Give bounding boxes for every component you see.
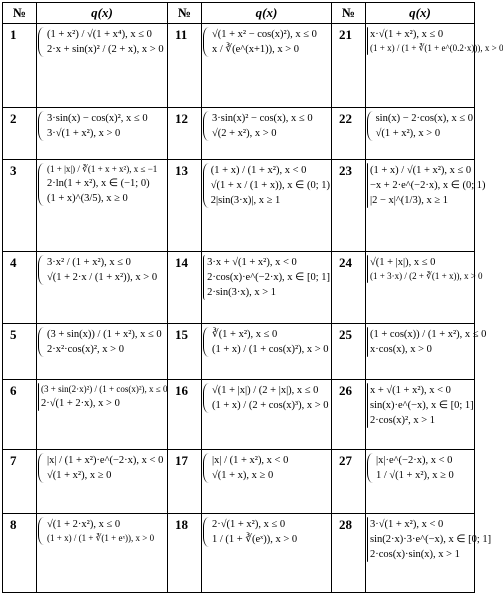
function-cell xyxy=(37,450,168,514)
left-brace xyxy=(38,163,45,206)
left-brace xyxy=(38,453,45,483)
formula-lines xyxy=(47,111,148,141)
formula-line: √(2 + x²), x > 0 xyxy=(212,128,277,139)
formula-line: (1 + x) / (1 + cos(x)²), x > 0 xyxy=(212,344,329,355)
piecewise-system xyxy=(38,255,166,285)
variant-number: 23 xyxy=(332,160,366,252)
variant-number: 27 xyxy=(332,450,366,514)
variants-table xyxy=(2,2,503,593)
left-brace xyxy=(367,453,374,483)
left-brace xyxy=(203,327,210,357)
piecewise-system xyxy=(203,255,330,300)
piecewise-system xyxy=(367,255,483,283)
formula-lines xyxy=(370,27,503,55)
formula-line: (1 + x) / (1 + x²), x < 0 xyxy=(210,165,307,176)
formula-line: (1 + x) / (2 + cos(x)³), x > 0 xyxy=(212,400,329,411)
formula-line: (1 + x) / (1 + ∛(1 + eˣ)), x > 0 xyxy=(47,533,155,543)
function-cell xyxy=(366,380,475,450)
piecewise-system xyxy=(203,111,330,141)
formula-lines xyxy=(47,517,154,545)
left-brace xyxy=(203,255,205,300)
formula-lines xyxy=(370,383,474,428)
formula-line: √(1 + x), x ≥ 0 xyxy=(212,470,274,481)
formula-line: √(1 + x²), x ≥ 0 xyxy=(47,470,112,481)
table-row xyxy=(3,450,475,514)
formula-line: 3·sin(x) − cos(x)², x ≤ 0 xyxy=(47,113,148,124)
formula-lines xyxy=(47,327,162,357)
piecewise-system xyxy=(203,327,330,357)
formula-line: x·cos(x), x > 0 xyxy=(370,344,432,355)
formula-line: √(1 + x² − cos(x)²), x ≤ 0 xyxy=(212,29,317,40)
formula-line: |x|·e^(−2·x), x < 0 xyxy=(376,455,453,466)
function-cell xyxy=(366,24,503,108)
function-cell xyxy=(37,108,168,160)
piecewise-system xyxy=(203,453,330,483)
formula-lines xyxy=(212,327,329,357)
variant-number: 13 xyxy=(168,160,202,252)
formula-line: 2·cos(x)·e^(−2·x), x ∈ [0; 1] xyxy=(207,272,330,283)
variant-number: 6 xyxy=(3,380,37,450)
formula-lines xyxy=(47,163,157,206)
variant-number: 16 xyxy=(168,380,202,450)
left-brace xyxy=(38,383,39,411)
function-cell xyxy=(366,160,486,252)
function-cell xyxy=(366,450,475,514)
function-cell xyxy=(202,108,332,160)
formula-line: 1 / √(1 + x²), x ≥ 0 xyxy=(376,470,454,481)
formula-lines xyxy=(212,27,317,57)
variant-number: 17 xyxy=(168,450,202,514)
variant-number: 21 xyxy=(332,24,366,108)
piecewise-system xyxy=(367,327,487,357)
left-brace xyxy=(38,327,45,357)
left-brace xyxy=(38,27,45,57)
piecewise-system xyxy=(203,163,330,208)
piecewise-system xyxy=(38,327,166,357)
formula-lines xyxy=(212,111,313,141)
variant-number: 26 xyxy=(332,380,366,450)
function-cell xyxy=(366,252,483,324)
header-number: № xyxy=(168,3,202,24)
formula-lines xyxy=(47,255,157,285)
piecewise-system xyxy=(367,517,492,562)
left-brace xyxy=(203,383,210,413)
formula-line: 2·cos(x)·sin(x), x > 1 xyxy=(370,549,460,560)
formula-line: sin(2·x)·3·e^(−x), x ∈ [0; 1] xyxy=(370,534,492,545)
formula-line: |2 − x|^(1/3), x ≥ 1 xyxy=(370,195,448,206)
function-cell xyxy=(202,450,332,514)
formula-lines xyxy=(370,163,486,208)
left-brace xyxy=(367,255,368,283)
formula-line: x + √(1 + x²), x < 0 xyxy=(370,385,451,396)
formula-lines xyxy=(41,383,167,411)
left-brace xyxy=(38,517,45,545)
formula-line: √(1 + x²), x > 0 xyxy=(375,128,441,139)
piecewise-system xyxy=(38,453,166,483)
formula-lines xyxy=(47,27,164,57)
piecewise-system xyxy=(367,383,473,428)
function-cell xyxy=(366,514,492,593)
formula-line: 3·x² / (1 + x²), x ≤ 0 xyxy=(47,257,131,268)
formula-line: 3·√(1 + x²), x > 0 xyxy=(47,128,121,139)
variants-sheet xyxy=(2,2,503,591)
variant-number: 15 xyxy=(168,324,202,380)
left-brace xyxy=(367,111,374,141)
formula-line: √(1 + |x|), x ≤ 0 xyxy=(370,257,436,268)
left-brace xyxy=(203,517,210,547)
header-number: № xyxy=(332,3,366,24)
formula-line: 2·ln(1 + x²), x ∈ (−1; 0) xyxy=(47,178,150,189)
formula-lines xyxy=(376,111,473,141)
variant-number: 22 xyxy=(332,108,366,160)
formula-line: (3 + sin(x)) / (1 + x²), x ≤ 0 xyxy=(47,329,162,340)
table-body xyxy=(3,24,503,593)
formula-line: 2·x + sin(x)² / (2 + x), x > 0 xyxy=(47,44,164,55)
table-row xyxy=(3,514,475,593)
formula-line: (1 + x)^(3/5), x ≥ 0 xyxy=(47,193,128,204)
formula-lines xyxy=(212,453,288,483)
left-brace xyxy=(203,111,210,141)
table-row xyxy=(3,380,475,450)
formula-line: (1 + x) / (1 + ∛(1 + e^(0.2·x))), x > 0 xyxy=(370,43,503,53)
formula-lines xyxy=(207,255,330,300)
formula-lines xyxy=(47,453,163,483)
formula-lines xyxy=(376,453,454,483)
formula-line: |x| / (1 + x²), x < 0 xyxy=(212,455,289,466)
variant-number: 2 xyxy=(3,108,37,160)
variant-number: 3 xyxy=(3,160,37,252)
variant-number: 5 xyxy=(3,324,37,380)
piecewise-system xyxy=(367,111,473,141)
left-brace xyxy=(203,453,210,483)
function-cell xyxy=(37,252,168,324)
function-cell xyxy=(202,380,332,450)
left-brace xyxy=(367,27,368,55)
table-row xyxy=(3,24,475,108)
function-cell xyxy=(366,324,487,380)
formula-line: |x| / (1 + x²)·e^(−2·x), x < 0 xyxy=(47,455,164,466)
variant-number: 24 xyxy=(332,252,366,324)
function-cell xyxy=(202,252,332,324)
left-brace xyxy=(367,163,368,208)
formula-line: (1 + x) / √(1 + x²), x ≤ 0 xyxy=(370,165,472,176)
formula-line: √(1 + 2·x²), x ≤ 0 xyxy=(47,519,121,530)
variant-number: 7 xyxy=(3,450,37,514)
table-row xyxy=(3,108,475,160)
formula-lines xyxy=(211,163,330,208)
variant-number: 18 xyxy=(168,514,202,593)
function-cell xyxy=(37,24,168,108)
formula-line: √(1 + |x|) / (2 + |x|), x ≤ 0 xyxy=(212,385,319,396)
formula-line: (1 + x²) / √(1 + x⁴), x ≤ 0 xyxy=(47,29,152,40)
formula-line: x / ∛(e^(x+1)), x > 0 xyxy=(212,44,300,55)
formula-lines xyxy=(370,517,491,562)
formula-lines xyxy=(212,383,329,413)
formula-lines xyxy=(370,255,483,283)
function-cell xyxy=(37,160,168,252)
formula-line: (1 + |x|) / ∛(1 + x + x²), x ≤ −1 xyxy=(47,164,158,174)
formula-line: √(1 + 2·x / (1 + x²)), x > 0 xyxy=(47,272,158,283)
table-row xyxy=(3,252,475,324)
table-row xyxy=(3,160,475,252)
formula-line: 2·cos(x)², x > 1 xyxy=(370,415,436,426)
left-brace xyxy=(367,383,368,428)
piecewise-system xyxy=(203,383,330,413)
function-cell xyxy=(202,24,332,108)
piecewise-system xyxy=(38,111,166,141)
formula-line: 1 / (1 + ∛(eˣ)), x > 0 xyxy=(212,534,298,545)
piecewise-system xyxy=(203,27,330,57)
function-cell xyxy=(202,514,332,593)
header-function: q(x) xyxy=(202,3,332,24)
table-row xyxy=(3,324,475,380)
formula-line: 3·√(1 + x²), x < 0 xyxy=(370,519,444,530)
formula-line: 3·sin(x)² − cos(x), x ≤ 0 xyxy=(212,113,313,124)
piecewise-system xyxy=(367,453,473,483)
left-brace xyxy=(367,517,368,562)
left-brace xyxy=(38,111,45,141)
variant-number: 28 xyxy=(332,514,366,593)
piecewise-system xyxy=(38,27,166,57)
formula-line: 3·x + √(1 + x²), x < 0 xyxy=(207,257,297,268)
function-cell xyxy=(366,108,475,160)
formula-line: 2·√(1 + x²), x ≤ 0 xyxy=(212,519,286,530)
header-row xyxy=(3,3,475,24)
formula-line: −x + 2·e^(−2·x), x ∈ (0; 1) xyxy=(370,180,486,191)
variant-number: 25 xyxy=(332,324,366,380)
formula-line: 2|sin(3·x)|, x ≥ 1 xyxy=(210,195,281,206)
formula-line: sin(x)·e^(−x), x ∈ [0; 1] xyxy=(370,400,474,411)
left-brace xyxy=(367,327,368,357)
piecewise-system xyxy=(38,163,166,206)
formula-line: √(1 + x / (1 + x)), x ∈ (0; 1) xyxy=(210,180,330,191)
formula-line: (1 + 3·x) / (2 + ∛(1 + x)), x > 0 xyxy=(370,271,483,281)
formula-line: 2·x²·cos(x)², x > 0 xyxy=(47,344,124,355)
formula-line: sin(x) − 2·cos(x), x ≤ 0 xyxy=(375,113,473,124)
variant-number: 1 xyxy=(3,24,37,108)
piecewise-system xyxy=(38,517,166,545)
left-brace xyxy=(203,163,209,208)
piecewise-system xyxy=(203,517,330,547)
formula-line: 2·sin(3·x), x > 1 xyxy=(207,287,276,298)
left-brace xyxy=(38,255,45,285)
function-cell xyxy=(202,324,332,380)
formula-line: (1 + cos(x)) / (1 + x²), x ≤ 0 xyxy=(370,329,487,340)
function-cell xyxy=(37,380,168,450)
variant-number: 8 xyxy=(3,514,37,593)
header-number: № xyxy=(3,3,37,24)
piecewise-system xyxy=(367,163,486,208)
header-function: q(x) xyxy=(366,3,475,24)
header-function: q(x) xyxy=(37,3,168,24)
formula-line: ∛(1 + x²), x ≤ 0 xyxy=(212,329,278,340)
piecewise-system xyxy=(367,27,503,55)
variant-number: 14 xyxy=(168,252,202,324)
function-cell xyxy=(202,160,332,252)
formula-line: x·√(1 + x²), x ≤ 0 xyxy=(370,29,444,40)
variant-number: 12 xyxy=(168,108,202,160)
formula-lines xyxy=(370,327,486,357)
function-cell xyxy=(37,514,168,593)
formula-line: 2·√(1 + 2·x), x > 0 xyxy=(41,398,120,409)
left-brace xyxy=(203,27,210,57)
function-cell xyxy=(37,324,168,380)
variant-number: 11 xyxy=(168,24,202,108)
piecewise-system xyxy=(38,383,166,411)
variant-number: 4 xyxy=(3,252,37,324)
formula-lines xyxy=(212,517,297,547)
formula-line: (3 + sin(2·x)²) / (1 + cos(x)²), x ≤ 0 xyxy=(41,384,168,394)
